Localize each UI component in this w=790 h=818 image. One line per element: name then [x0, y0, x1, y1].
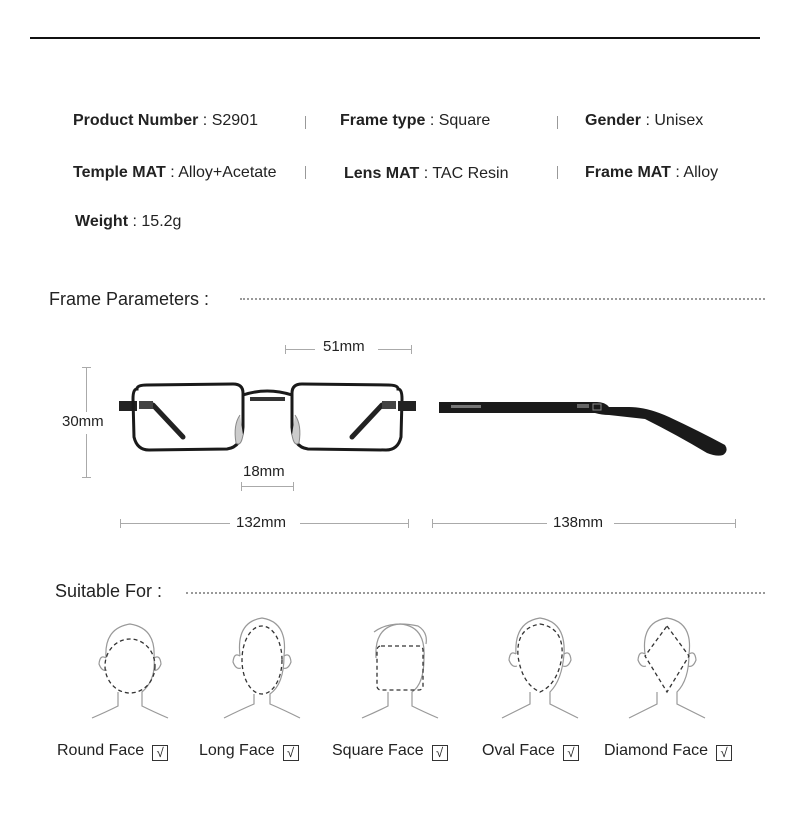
spec-colon: :	[423, 165, 429, 182]
dimension-line	[86, 367, 87, 412]
spec-value: Unisex	[654, 112, 704, 129]
spec-colon: :	[429, 112, 435, 129]
dimension-line	[120, 523, 230, 524]
dimension-line	[285, 349, 315, 350]
spec-colon: :	[645, 112, 650, 129]
dimension-line	[378, 349, 411, 350]
spec-frame-mat	[585, 164, 718, 182]
spec-gender	[585, 112, 703, 130]
dimension-line	[86, 434, 87, 477]
spec-temple-mat	[73, 164, 277, 182]
face-label-text: Oval Face	[482, 742, 555, 759]
frame-width-label: 132mm	[236, 514, 287, 531]
dimension-line	[300, 523, 408, 524]
spec-value: Alloy+Acetate	[178, 164, 277, 181]
spec-value: S2901	[211, 112, 258, 129]
face-label-text: Square Face	[332, 742, 424, 759]
face-label-text: Long Face	[199, 742, 275, 759]
dimension-tick	[408, 519, 409, 528]
glasses-front-image	[115, 375, 420, 460]
dimension-tick	[735, 519, 736, 528]
dimension-line	[614, 523, 735, 524]
face-label-oval	[482, 742, 579, 761]
section-dotted-rule	[240, 298, 765, 300]
spec-value: 15.2g	[141, 213, 182, 230]
spec-separator	[305, 166, 306, 179]
spec-label: Temple MAT	[73, 164, 166, 181]
spec-value: Square	[438, 112, 491, 129]
dimension-tick	[241, 482, 242, 491]
spec-separator	[305, 116, 306, 129]
face-label-long	[199, 742, 299, 761]
dimension-tick	[82, 367, 91, 368]
lens-height-label: 30mm	[62, 413, 104, 430]
temple-length-label: 138mm	[553, 514, 604, 531]
checkbox-checked-icon: √	[152, 745, 168, 761]
spec-label: Product Number	[73, 112, 199, 129]
face-label-text: Round Face	[57, 742, 145, 759]
dimension-line	[241, 486, 293, 487]
spec-colon: :	[202, 112, 208, 129]
dimension-tick	[285, 345, 286, 354]
long-face-icon	[222, 612, 302, 722]
dimension-tick	[293, 482, 294, 491]
round-face-icon	[90, 618, 170, 722]
face-label-text: Diamond Face	[604, 742, 709, 759]
checkbox-checked-icon: √	[563, 745, 579, 761]
face-label-round	[57, 742, 168, 761]
lens-width-label: 51mm	[323, 338, 365, 355]
dimension-tick	[411, 345, 412, 354]
spec-colon: :	[170, 164, 175, 181]
oval-face-icon	[500, 612, 580, 722]
spec-colon: :	[675, 164, 680, 181]
spec-frame-type	[340, 112, 490, 130]
spec-label: Frame MAT	[585, 164, 671, 181]
checkbox-checked-icon: √	[716, 745, 732, 761]
checkbox-checked-icon: √	[432, 745, 448, 761]
checkbox-checked-icon: √	[283, 745, 299, 761]
suitable-for-title: Suitable For :	[55, 581, 163, 601]
spec-value: Alloy	[683, 164, 719, 181]
spec-lens-mat	[344, 165, 509, 183]
face-label-diamond	[604, 742, 732, 761]
spec-label: Lens MAT	[344, 165, 420, 182]
spec-separator	[557, 166, 558, 179]
spec-label: Frame type	[340, 112, 426, 129]
dimension-line	[432, 523, 547, 524]
spec-product-number	[73, 112, 258, 130]
spec-colon: :	[132, 213, 137, 230]
section-dotted-rule	[186, 592, 765, 594]
diamond-face-icon	[627, 612, 707, 722]
spec-value: TAC Resin	[432, 165, 509, 182]
dimension-tick	[120, 519, 121, 528]
spec-label: Weight	[75, 213, 129, 230]
spec-separator	[557, 116, 558, 129]
spec-weight	[75, 213, 181, 231]
face-label-square	[332, 742, 448, 761]
glasses-temple-image	[437, 395, 732, 460]
spec-label: Gender	[585, 112, 642, 129]
square-face-icon	[360, 618, 440, 722]
bridge-label: 18mm	[243, 463, 285, 480]
top-divider	[30, 37, 760, 39]
frame-parameters-title: Frame Parameters :	[49, 289, 210, 309]
dimension-tick	[82, 477, 91, 478]
